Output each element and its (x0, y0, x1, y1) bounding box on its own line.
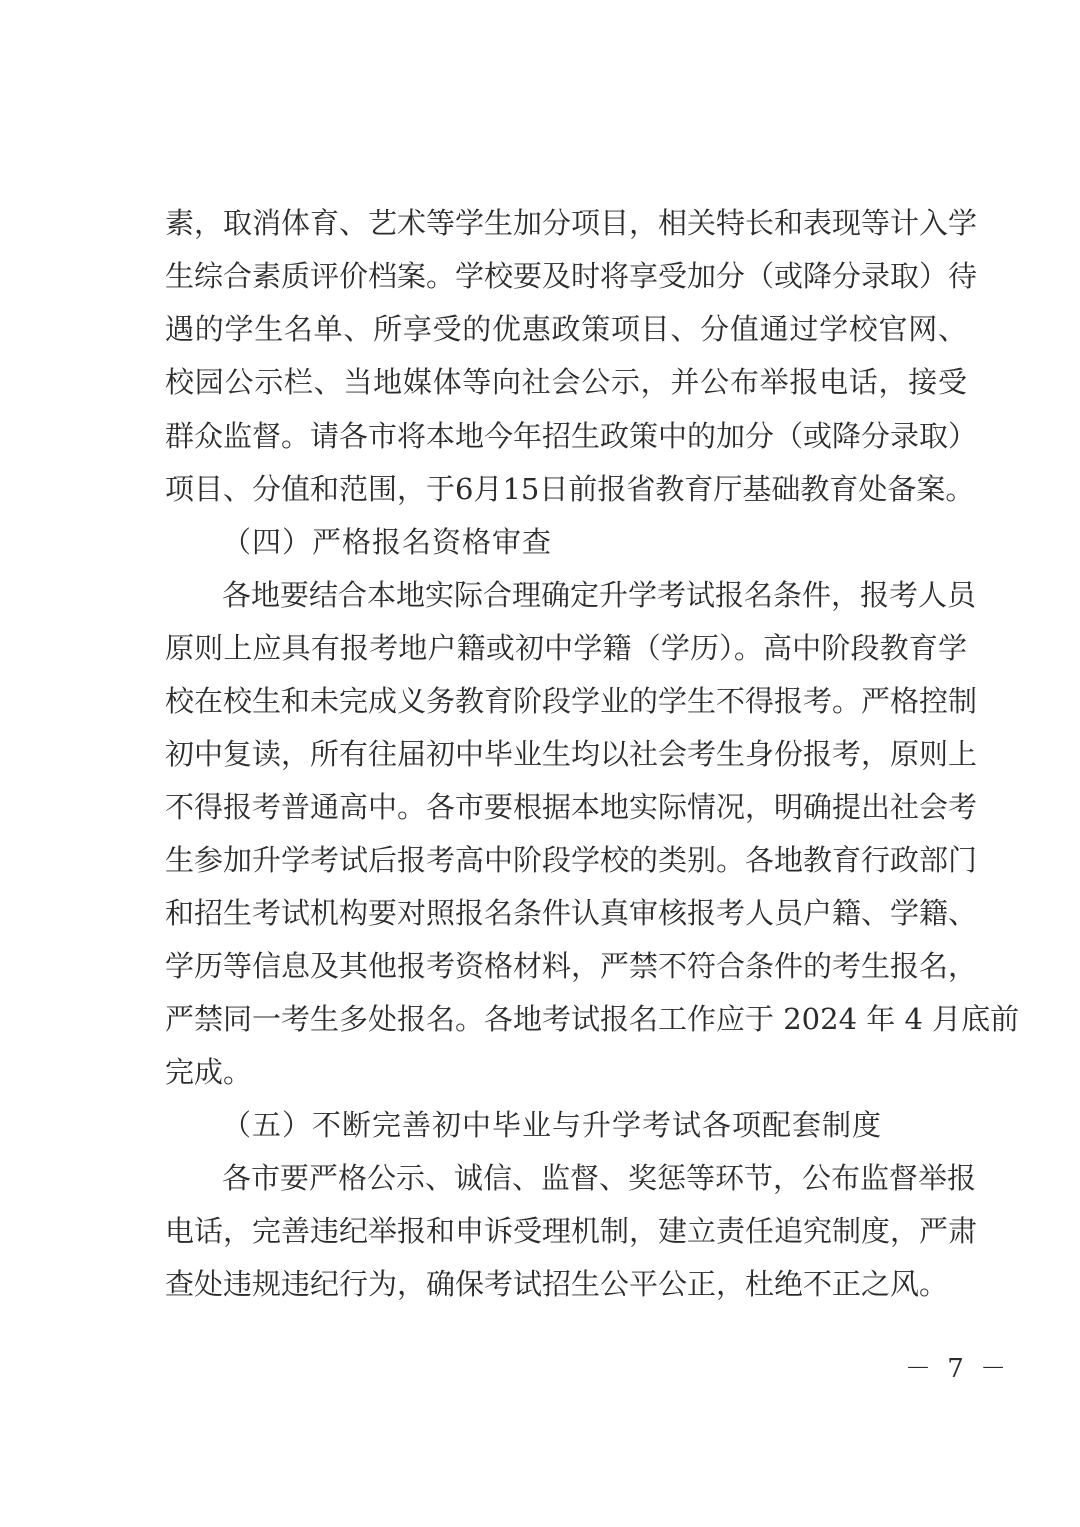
body-line: 严禁同一考生多处报名。各地考试报名工作应于 2024 年 4 月底前 (165, 1002, 1020, 1036)
page-number: － 7 － (905, 1354, 1011, 1384)
body-line: 素，取消体育、艺术等学生加分项目，相关特长和表现等计入学 (165, 206, 978, 240)
body-line: 校园公示栏、当地媒体等向社会公示，并公布举报电话，接受 (165, 365, 967, 399)
body-line: 生参加升学考试后报考高中阶段学校的类别。各地教育行政部门 (165, 843, 978, 877)
section-heading: （四）严格报名资格审查 (222, 525, 553, 559)
body-line: 遇的学生名单、所享受的优惠政策项目、分值通过学校官网、 (165, 312, 967, 346)
body-line: 原则上应具有报考地户籍或初中学籍（学历）。高中阶段教育学 (165, 631, 967, 665)
body-line: 校在校生和未完成义务教育阶段学业的学生不得报考。严格控制 (165, 684, 978, 718)
section-heading: （五）不断完善初中毕业与升学考试各项配套制度 (222, 1108, 883, 1142)
body-line: 群众监督。请各市将本地今年招生政策中的加分（或降分录取） (165, 419, 978, 453)
body-line: 和招生考试机构要对照报名条件认真审核报考人员户籍、学籍、 (165, 896, 978, 930)
body-line: 学历等信息及其他报考资格材料，严禁不符合条件的考生报名， (165, 949, 978, 983)
body-line: 完成。 (165, 1055, 253, 1089)
body-line: 生综合素质评价档案。学校要及时将享受加分（或降分录取）待 (165, 259, 978, 293)
body-line: 查处违规违纪行为，确保考试招生公平公正，杜绝不正之风。 (165, 1267, 949, 1301)
body-line: 各市要严格公示、诚信、监督、奖惩等环节，公布监督举报 (222, 1161, 977, 1195)
body-line: 不得报考普通高中。各市要根据本地实际情况，明确提出社会考 (165, 790, 978, 824)
body-line: 项目、分值和范围，于6月15日前报省教育厅基础教育处备案。 (165, 472, 975, 506)
body-line: 初中复读，所有往届初中毕业生均以社会考生身份报考，原则上 (165, 737, 978, 771)
body-line: 各地要结合本地实际合理确定升学考试报名条件，报考人员 (222, 578, 977, 612)
body-line: 电话，完善违纪举报和申诉受理机制，建立责任追究制度，严肃 (165, 1214, 978, 1248)
